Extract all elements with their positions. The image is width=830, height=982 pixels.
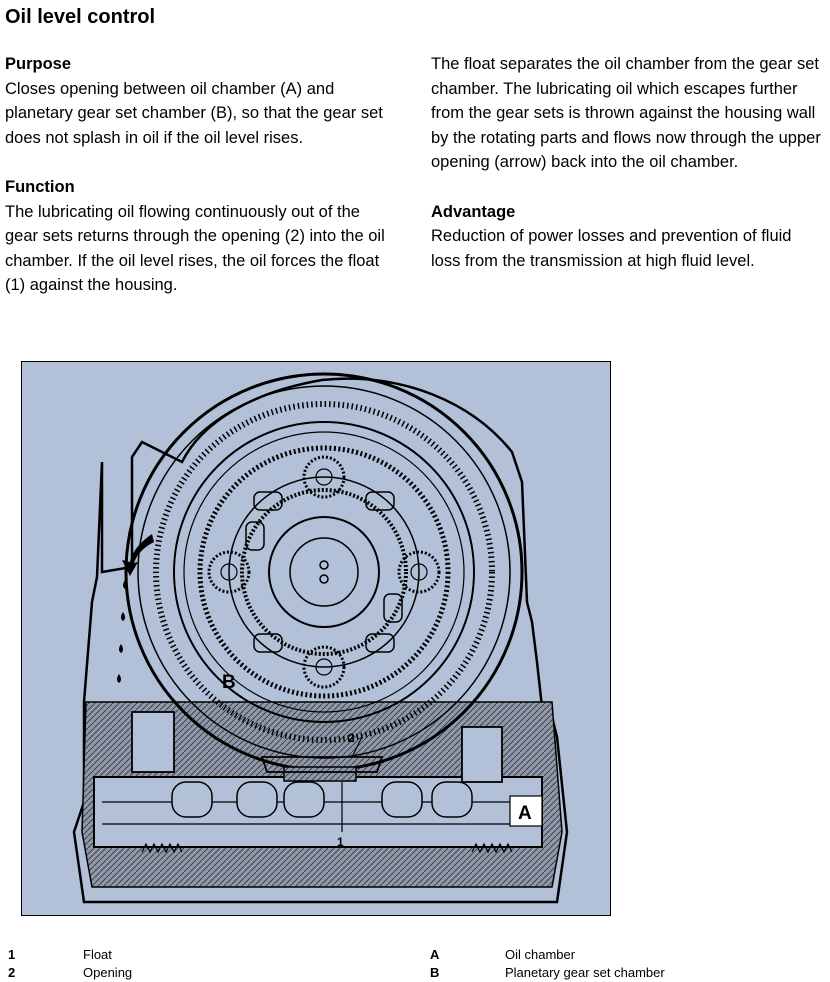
left-column	[5, 52, 397, 323]
legend-key: 1	[8, 947, 16, 962]
legend-label: Oil chamber	[505, 947, 576, 962]
legend-label: Opening	[83, 965, 133, 980]
legend-right	[430, 946, 665, 982]
function-text: The lubricating oil flowing continuously out of the gear sets returns through the opening (2) into the oil chamber. If the oil level rises, the oil forces the float (1) against the housing.	[5, 202, 385, 295]
page-title: Oil level control	[5, 6, 156, 28]
legend-key: B	[430, 965, 440, 980]
label-two: 2	[348, 731, 355, 745]
legend-left	[8, 946, 132, 982]
advantage-text: Reduction of power losses and prevention of fluid loss from the transmission at high fluid level.	[431, 227, 792, 270]
float-text: The float separates the oil chamber from the gear set chamber. The lubricating oil which escapes further from the gear sets is thrown against the housing wall by the rotating parts and flows now through the upper opening (arrow) back into the oil chamber.	[431, 55, 821, 172]
legend-label: Float	[83, 947, 112, 962]
purpose-text: Closes opening between oil chamber (A) and planetary gear set chamber (B), so that the gear set does not splash in oil if the oil level rises.	[5, 79, 383, 147]
label-a: A	[518, 803, 532, 824]
label-one: 1	[337, 835, 344, 849]
function-heading: Function	[5, 177, 75, 196]
legend-key: 2	[8, 965, 16, 980]
advantage-heading: Advantage	[431, 202, 516, 221]
legend-item	[430, 964, 665, 982]
label-b: B	[222, 672, 236, 693]
legend-item	[8, 946, 132, 964]
legend-item	[8, 964, 132, 982]
purpose-heading: Purpose	[5, 55, 72, 73]
right-column	[431, 52, 823, 298]
oil-drops	[117, 580, 127, 683]
transmission-diagram	[21, 361, 611, 916]
legend-key: A	[430, 947, 440, 962]
legend-item	[430, 946, 665, 964]
legend-label: Planetary gear set chamber	[505, 965, 665, 980]
